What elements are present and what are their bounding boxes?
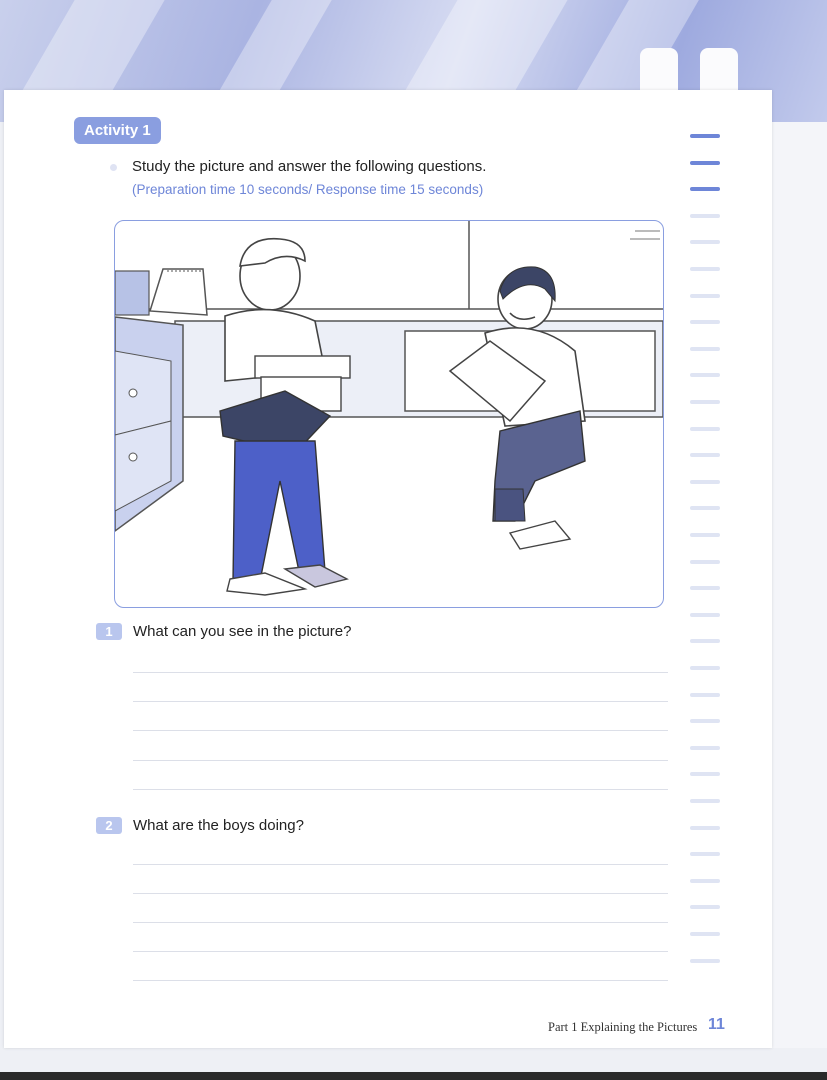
spiral-mark [690, 161, 720, 165]
spiral-mark [690, 905, 720, 909]
spiral-mark [690, 772, 720, 776]
question-2-text: What are the boys doing? [133, 817, 304, 834]
answer-line[interactable] [133, 864, 668, 865]
spiral-mark [690, 187, 720, 191]
page-edge [772, 122, 827, 1048]
spiral-mark [690, 586, 720, 590]
timing-text: (Preparation time 10 seconds/ Response time 15 seconds) [132, 182, 484, 197]
answer-line[interactable] [133, 922, 668, 923]
answer-line[interactable] [133, 789, 668, 790]
spiral-mark [690, 427, 720, 431]
spiral-mark [690, 719, 720, 723]
scan-edge [0, 1072, 827, 1080]
spiral-mark [690, 267, 720, 271]
spiral-mark [690, 400, 720, 404]
activity-badge: Activity 1 [74, 117, 161, 144]
spiral-mark [690, 560, 720, 564]
question-number-badge: 2 [96, 817, 122, 834]
page-number: 11 [708, 1016, 725, 1033]
answer-line[interactable] [133, 951, 668, 952]
spiral-mark [690, 959, 720, 963]
answer-line[interactable] [133, 980, 668, 981]
spiral-mark [690, 613, 720, 617]
spiral-mark [690, 826, 720, 830]
spiral-mark [690, 373, 720, 377]
illustration-drawing [115, 221, 663, 607]
spiral-mark [690, 134, 720, 138]
answer-line[interactable] [133, 672, 668, 673]
spiral-mark [690, 932, 720, 936]
bullet-icon [110, 164, 117, 171]
spiral-mark [690, 294, 720, 298]
instruction-text: Study the picture and answer the following questions. [132, 158, 487, 175]
spiral-mark [690, 666, 720, 670]
spiral-mark [690, 320, 720, 324]
spiral-mark [690, 879, 720, 883]
spiral-mark [690, 533, 720, 537]
spiral-mark [690, 799, 720, 803]
question-1-text: What can you see in the picture? [133, 623, 352, 640]
answer-line[interactable] [133, 730, 668, 731]
spiral-mark [690, 639, 720, 643]
question-number-badge: 1 [96, 623, 122, 640]
spiral-mark [690, 506, 720, 510]
spiral-mark [690, 746, 720, 750]
answer-line[interactable] [133, 893, 668, 894]
spiral-mark [690, 480, 720, 484]
footer-section-title: Part 1 Explaining the Pictures [548, 1020, 698, 1034]
picture-illustration [114, 220, 664, 608]
spiral-mark [690, 240, 720, 244]
spiral-mark [690, 214, 720, 218]
answer-line[interactable] [133, 760, 668, 761]
spiral-mark [690, 347, 720, 351]
spiral-mark [690, 852, 720, 856]
spiral-mark [690, 693, 720, 697]
answer-line[interactable] [133, 701, 668, 702]
spiral-mark [690, 453, 720, 457]
